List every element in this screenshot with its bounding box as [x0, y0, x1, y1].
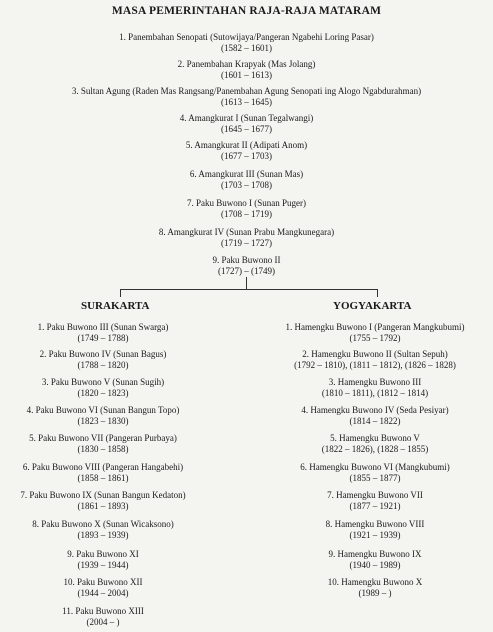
mataram-ruler-4-years: (1645 – 1677): [221, 124, 272, 134]
surakarta-ruler-2-name: 2. Paku Buwono IV (Sunan Bagus): [39, 349, 167, 359]
mataram-ruler-6-years: (1703 – 1708): [221, 180, 272, 190]
mataram-ruler-7-years: (1708 – 1719): [221, 209, 272, 219]
surakarta-ruler-10-name: 10. Paku Buwono XII: [63, 577, 143, 587]
page-title: MASA PEMERINTAHAN RAJA-RAJA MATARAM: [111, 5, 382, 17]
yogyakarta-ruler-9-years: (1940 – 1989): [349, 560, 401, 570]
surakarta-ruler-11-years: (2004 – ): [86, 617, 120, 627]
mataram-ruler-7-name: 7. Paku Buwono I (Sunan Puger): [187, 198, 306, 208]
yogyakarta-ruler-7-name: 7. Hamengku Buwono VII: [327, 490, 423, 500]
surakarta-ruler-9-years: (1939 – 1944): [77, 560, 129, 570]
surakarta-ruler-7-years: (1861 – 1893): [77, 501, 129, 511]
yogyakarta-ruler-4-years: (1814 – 1822): [349, 416, 401, 426]
surakarta-ruler-4-name: 4. Paku Buwono VI (Sunan Bangun Topo): [26, 405, 180, 415]
mataram-ruler-4-name: 4. Amangkurat I (Sunan Tegalwangi): [179, 113, 314, 123]
mataram-ruler-3-name: 3. Sultan Agung (Raden Mas Rangsang/Panembahan Agung Senopati ing Alogo Ngabdurahman): [71, 86, 422, 96]
yogyakarta-ruler-1-name: 1. Hamengku Buwono I (Pangeran Mangkubumi): [285, 322, 465, 332]
mataram-ruler-2-name: 2. Panembahan Krapyak (Mas Jolang): [177, 59, 316, 69]
surakarta-ruler-1-years: (1749 – 1788): [77, 333, 129, 343]
yogyakarta-ruler-7-years: (1877 – 1921): [349, 501, 401, 511]
mataram-ruler-9-name: 9. Paku Buwono II: [212, 255, 281, 265]
surakarta-ruler-11-name: 11. Paku Buwono XIII: [62, 606, 144, 616]
yogyakarta-ruler-4-name: 4. Hamengku Buwono IV (Seda Pesiyar): [301, 405, 449, 415]
surakarta-ruler-1-name: 1. Paku Buwono III (Sunan Swarga): [37, 322, 169, 332]
mataram-ruler-2-years: (1601 – 1613): [221, 70, 272, 80]
surakarta-ruler-3-name: 3. Paku Buwono V (Sunan Sugih): [41, 377, 165, 387]
yogyakarta-ruler-6-years: (1855 – 1877): [349, 473, 401, 483]
yogyakarta-ruler-2-name: 2. Hamengku Buwono II (Sultan Sepuh): [302, 349, 448, 359]
surakarta-ruler-8-name: 8. Paku Buwono X (Sunan Wicaksono): [32, 519, 174, 529]
mataram-ruler-8-years: (1719 – 1727): [221, 238, 272, 248]
surakarta-heading: SURAKARTA: [81, 300, 150, 312]
yogyakarta-ruler-10-years: (1989 – ): [358, 588, 392, 598]
yogyakarta-ruler-2-years: (1792 – 1810), (1811 – 1812), (1826 – 1828): [294, 360, 456, 370]
yogyakarta-ruler-8-years: (1921 – 1939): [349, 530, 401, 540]
mataram-ruler-1-name: 1. Panembahan Senopati (Sutowijaya/Pangeran Ngabehi Loring Pasar): [119, 32, 374, 42]
mataram-ruler-8-name: 8. Amangkurat IV (Sunan Prabu Mangkunegara): [158, 227, 335, 237]
mataram-ruler-1-years: (1582 – 1601): [221, 43, 272, 53]
surakarta-ruler-7-name: 7. Paku Buwono IX (Sunan Bangun Kedaton): [20, 490, 186, 500]
surakarta-ruler-3-years: (1820 – 1823): [77, 388, 129, 398]
mataram-ruler-5-years: (1677 – 1703): [221, 151, 272, 161]
surakarta-ruler-4-years: (1823 – 1830): [77, 416, 129, 426]
mataram-ruler-3-years: (1613 – 1645): [221, 97, 272, 107]
surakarta-ruler-8-years: (1893 – 1939): [77, 530, 129, 540]
yogyakarta-ruler-3-name: 3. Hamengku Buwono III: [328, 377, 422, 387]
surakarta-ruler-6-name: 6. Paku Buwono VIII (Pangeran Hangabehi): [22, 462, 184, 472]
surakarta-ruler-6-years: (1858 – 1861): [77, 473, 129, 483]
yogyakarta-ruler-6-name: 6. Hamengku Buwono VI (Mangkubumi): [300, 462, 450, 472]
surakarta-ruler-5-name: 5. Paku Buwono VII (Pangeran Purbaya): [29, 433, 177, 443]
mataram-ruler-5-name: 5. Amangkurat II (Adipati Anom): [185, 140, 308, 150]
yogyakarta-ruler-10-name: 10. Hamengku Buwono X: [327, 577, 423, 587]
yogyakarta-ruler-9-name: 9. Hamengku Buwono IX: [328, 549, 422, 559]
mataram-ruler-6-name: 6. Amangkurat III (Sunan Mas): [189, 169, 304, 179]
mataram-ruler-9-years: (1727) – (1749): [218, 266, 275, 276]
tree-connector-right: [377, 289, 378, 297]
tree-connector-left: [120, 289, 121, 297]
yogyakarta-ruler-5-years: (1822 – 1826), (1828 – 1855): [321, 444, 429, 454]
yogyakarta-ruler-5-name: 5. Hamengku Buwono V: [330, 433, 420, 443]
surakarta-ruler-9-name: 9. Paku Buwono XI: [67, 549, 139, 559]
surakarta-ruler-5-years: (1830 – 1858): [77, 444, 129, 454]
surakarta-ruler-10-years: (1944 – 2004): [77, 588, 129, 598]
surakarta-ruler-2-years: (1788 – 1820): [77, 360, 129, 370]
yogyakarta-ruler-1-years: (1755 – 1792): [349, 333, 401, 343]
yogyakarta-ruler-8-name: 8. Hamengku Buwono VIII: [325, 519, 425, 529]
yogyakarta-ruler-3-years: (1810 – 1811), (1812 – 1814): [321, 388, 429, 398]
yogyakarta-heading: YOGYAKARTA: [333, 300, 412, 312]
tree-connector-bar: [120, 289, 378, 290]
